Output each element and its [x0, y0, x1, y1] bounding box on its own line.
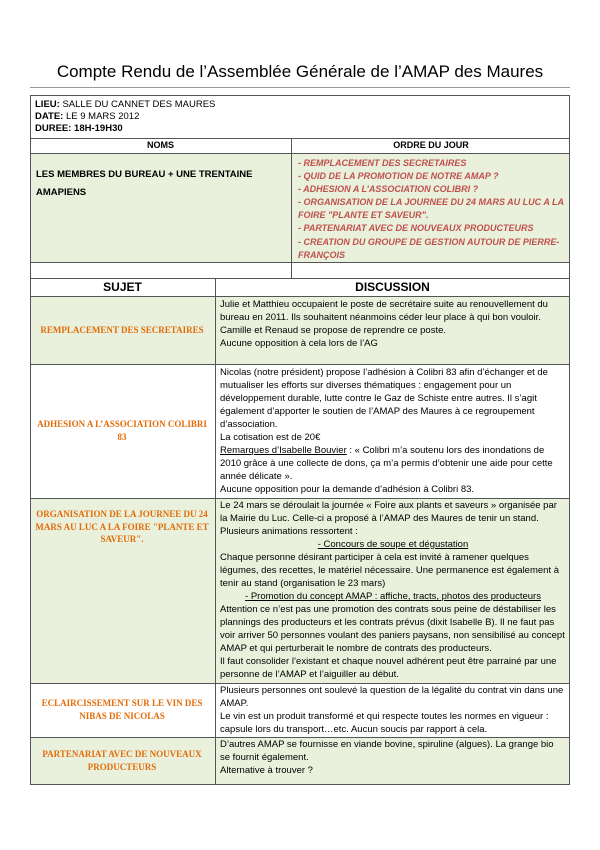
subject-adhesion: ADHESION A L’ASSOCIATION COLIBRI 83 — [37, 419, 207, 442]
discussion-line — [220, 444, 566, 483]
discussion-line: D’autres AMAP se fournisse en viande bovine, spiruline (algues). La grange bio se fournit également. — [220, 739, 554, 763]
discussion-subtitle — [220, 590, 566, 603]
divider — [30, 138, 570, 139]
discussion-line: La cotisation est de 20€ — [220, 432, 321, 443]
agenda-item: - QUID DE LA PROMOTION DE NOTRE AMAP ? — [298, 171, 499, 182]
discussion-line: Plusieurs animations ressortent : — [220, 526, 358, 537]
col-header-discussion: DISCUSSION — [355, 280, 430, 294]
discussion-subtitle — [220, 538, 566, 551]
agenda-item: - ORGANISATION DE LA JOURNEE DU 24 MARS AU LUC A LA FOIRE "PLANTE ET SAVEUR". — [298, 197, 564, 221]
members-text: LES MEMBRES DU BUREAU + UNE TRENTAINE AMAPIENS — [36, 169, 253, 198]
discussion-organisation — [220, 499, 566, 681]
subject-partenariat: PARTENARIAT AVEC DE NOUVEAUX PRODUCTEURS — [42, 749, 202, 772]
subject-organisation: ORGANISATION DE LA JOURNEE DU 24 MARS AU LUC A LA FOIRE "PLANTE ET SAVEUR". — [35, 509, 209, 544]
agenda-item: - REMPLACEMENT DES SECRETAIRES — [298, 158, 467, 168]
col-header-noms: NOMS — [147, 140, 174, 150]
agenda-item: - ADHESION A L’ASSOCIATION COLIBRI ? — [298, 184, 479, 195]
discussion-line: Camille et Renaud se propose de reprendre ce poste. — [220, 325, 447, 336]
agenda-list — [298, 157, 566, 262]
divider — [30, 262, 570, 263]
remark-text: : « Colibri m’a soutenu lors des inondations de 2010 grâce à une collecte de dons, ça m’a permis d’obtenir une aide pour cette année délicate ». — [220, 445, 553, 482]
discussion-line: Chaque personne désirant participer à cela est invité à ramener quelques légumes, des recettes, le matériel nécessaire. Une permanence est également à tenir au stand (organisation le 23 mars) — [220, 552, 560, 589]
discussion-adhesion — [220, 366, 566, 496]
discussion-line: Julie et Matthieu occupaient le poste de secrétaire suite au renouvellement du bureau en 2011. Ils souhaitent néanmoins céder leur place à qui bon vouloir. — [220, 299, 548, 323]
page-title: Compte Rendu de l’Assemblée Générale de l’AMAP des Maures — [56, 62, 544, 81]
subject-remplacement: REMPLACEMENT DES SECRETAIRES — [40, 325, 204, 335]
title-divider — [30, 87, 570, 88]
info-lieu — [35, 99, 215, 111]
discussion-line: Il faut consolider l’existant et chaque nouvel adhérent peut être parrainé par une personne de l’AMAP et l’aiguiller au début. — [220, 656, 557, 680]
lieu-label: LIEU: — [35, 99, 60, 110]
lieu-value: SALLE DU CANNET DES MAURES — [59, 99, 216, 110]
agenda-item: - CREATION DU GROUPE DE GESTION AUTOUR DE PIERRE-FRANÇOIS — [298, 236, 560, 260]
date-label: DATE: — [35, 111, 64, 122]
discussion-line: Le vin est un produit transformé et qui respecte toutes les normes en vigueur : capsule lors du transport…etc. Aucun soucis par rapport à cela. — [220, 711, 549, 735]
subtitle-text: - Concours de soupe et dégustation — [317, 539, 469, 550]
date-value: LE 9 MARS 2012 — [63, 111, 140, 122]
discussion-line: Nicolas (notre président) propose l’adhésion à Colibri 83 afin d’échanger et de mutualiser les efforts sur diverses thématiques : engagement pour un développement durable, lutte contre le Gaz de Schiste entre autres. Il s’agit également d’apporter le soutien de l’AMAP des Maures à ce regroupement d’association. — [220, 367, 548, 430]
info-duree — [35, 123, 123, 135]
discussion-line: Le 24 mars se déroulait la journée « Foire aux plants et saveurs » organisée par la Mairie du Luc. Celle-ci a proposé à l’AMAP des Maures de tenir un stand. — [220, 500, 557, 524]
remark-label: Remarques d’Isabelle Bouvier — [220, 445, 347, 456]
subtitle-text: - Promotion du concept AMAP : affiche, tracts, photos des producteurs — [245, 591, 541, 602]
discussion-partenariat — [220, 738, 566, 777]
subject-vin: ECLAIRCISSEMENT SUR LE VIN DES NIBAS DE NICOLAS — [41, 698, 203, 721]
discussion-line: Plusieurs personnes ont soulevé la question de la légalité du contrat vin dans une AMAP. — [220, 685, 564, 709]
divider — [30, 278, 570, 279]
col-header-sujet: SUJET — [103, 280, 142, 294]
col-header-ordre: ORDRE DU JOUR — [393, 140, 469, 150]
discussion-line: Aucune opposition à cela lors de l’AG — [220, 338, 378, 349]
divider — [30, 364, 570, 365]
duree-value: DUREE: 18H-19H30 — [35, 123, 123, 134]
discussion-line: Alternative à trouver ? — [220, 765, 313, 776]
agenda-item: - PARTENARIAT AVEC DE NOUVEAUX PRODUCTEURS — [298, 223, 534, 234]
discussion-remplacement — [220, 298, 566, 350]
discussion-line: Attention ce n’est pas une promotion des contrats sous peine de déstabiliser les plannings des producteurs et les contrats prévus (dixit Isabelle B). Il ne faut pas voir arriver 50 personnes voulant des paniers paysans, non sensibilisé au concept AMAP et qui perturberait le nombre de contrats des producteurs. — [220, 604, 565, 654]
discussion-vin — [220, 684, 566, 736]
discussion-line: Aucune opposition pour la demande d’adhésion à Colibri 83. — [220, 484, 475, 495]
info-date — [35, 111, 139, 123]
